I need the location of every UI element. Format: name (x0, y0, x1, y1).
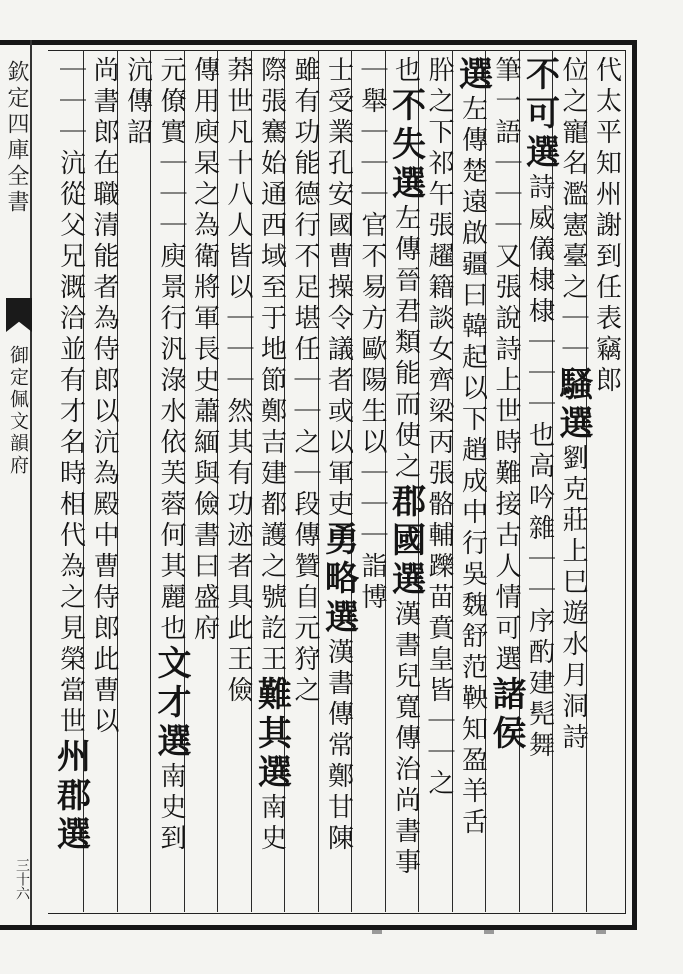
text-run: 漢書傳常鄭甘陳 (323, 638, 354, 855)
text-run: 雖有功能德行不足堪任｜｜之｜ (290, 56, 320, 490)
text-run: 士受業孔安國曹操令議者或以軍吏 (323, 56, 354, 521)
heading-term: 州郡選 (50, 738, 91, 855)
text-run: 左傳楚遠啟疆曰韓起以下趙成中行吳魏舒范鞅知盈羊舌 (457, 95, 488, 839)
heading-term: 諸侯 (486, 676, 526, 754)
heading-term: 難其選 (251, 676, 292, 793)
text-run: 南史到 (156, 762, 186, 855)
bottom-tick (596, 930, 606, 934)
text-run: 左傳晉君類能而使之 (390, 204, 421, 483)
text-run: 歐陽生以｜｜｜詣博 (357, 335, 387, 614)
heading-term: 勇略選 (318, 521, 359, 638)
text-run: ｜｜｜沆從父兄溉洽並有才名時相代為之見榮當世 (55, 56, 86, 738)
text-run: 肸之下祁午張趯籍談女齊梁丙張骼輔躒苗賁皇皆｜｜之 (424, 56, 454, 800)
text-run: 傳用庾杲之為衛將軍長史蕭緬與儉書曰盛府 (189, 56, 220, 645)
text-run: ｜舉｜｜｜官不易方 (357, 56, 387, 335)
text-run: 南史 (256, 793, 287, 855)
text-run: 莽世凡十八人皆以｜｜｜然其有功迹者具此 (223, 56, 253, 645)
text-column (51, 56, 91, 916)
text-run: 際張騫始通西域至于地節鄭吉建都護之號訖王 (256, 56, 287, 676)
text-run: 元僚實｜｜｜庾景行汎淥水依芙蓉何其麗也 (156, 56, 186, 645)
text-run: 筆一語｜｜｜又張說詩上世時難接古人情可選 (491, 56, 521, 676)
text-run: 代太平知州謝到任表竊郎 (591, 56, 622, 397)
heading-term: 不失選 (385, 87, 426, 204)
text-run: 尚書郎在職清能者為侍郎以沆為殿中曹侍郎此曹以 (89, 56, 119, 738)
heading-term: 郡國選 (385, 483, 426, 600)
text-run: 高吟雜｜｜序酌建髡舞 (524, 452, 555, 762)
bottom-tick (372, 930, 382, 934)
bottom-tick (484, 930, 494, 934)
text-run: 沆傳詔 (122, 56, 153, 149)
text-run: 王儉 (223, 645, 253, 707)
text-run: 劉克莊上巳遊水月洞詩 (558, 444, 588, 754)
heading-term: 文才選 (151, 645, 191, 762)
text-run: 詩威儀棣棣｜｜｜也 (524, 173, 555, 452)
text-run: 也 (390, 56, 421, 87)
text-run: 段傳贊自元狩之 (290, 490, 320, 707)
heading-term: 不可選 (519, 56, 560, 173)
page-number: 三十六 (14, 858, 30, 900)
collection-title: 欽定四庫全書 (4, 60, 29, 216)
heading-term: 騷選 (553, 366, 593, 444)
book-title: 御定佩文韻府 (7, 345, 29, 477)
text-run: 漢書兒寬傳治尚書事 (390, 600, 421, 879)
heading-term: 選 (452, 56, 493, 95)
text-run: 位之寵名濫憲臺之｜｜ (558, 56, 588, 366)
